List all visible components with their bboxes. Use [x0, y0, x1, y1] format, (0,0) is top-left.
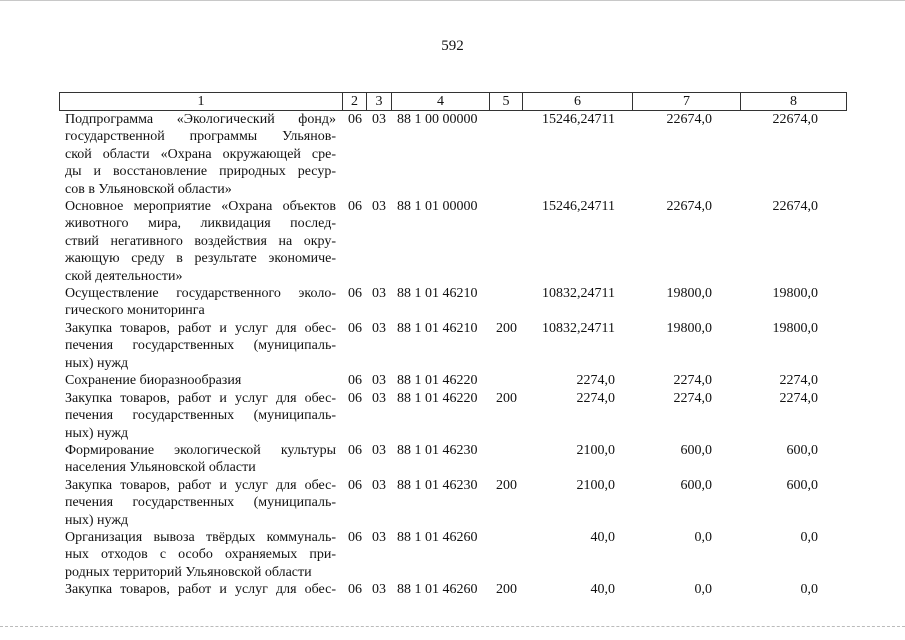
cell-c8: 19800,0: [772, 286, 818, 301]
cell-c7: 19800,0: [666, 286, 712, 301]
row-name-line: Закупка товаров, работ и услуг для обес-: [65, 391, 336, 406]
row-name-line: Сохранение биоразнообразия: [65, 373, 242, 388]
row-name-line: гического мониторинга: [65, 303, 205, 319]
cell-c6: 2100,0: [576, 478, 615, 493]
cell-c3: 03: [372, 373, 386, 388]
scan-edge-bottom: [0, 626, 905, 629]
cell-c6: 15246,24711: [542, 112, 615, 127]
cell-c7: 22674,0: [666, 199, 712, 214]
cell-c6: 2274,0: [576, 373, 615, 388]
row-name-line: населения Ульяновской области: [65, 460, 256, 476]
row-name: [65, 581, 336, 598]
row-name-line: ской области «Охрана окружающей сре-: [65, 146, 336, 162]
row-name-line: Закупка товаров, работ и услуг для обес-: [65, 582, 336, 597]
row-name-line: печения государственных (муниципаль-: [65, 338, 336, 354]
row-name: [65, 198, 336, 285]
cell-c6: 10832,24711: [542, 321, 615, 336]
cell-c2: 06: [348, 321, 362, 336]
cell-c4: 88 1 01 46210: [397, 286, 478, 301]
cell-c7: 19800,0: [666, 321, 712, 336]
row-name-line: Формирование экологической культуры: [65, 443, 336, 458]
row-name-line: ской деятельности»: [65, 268, 183, 284]
row-name-line: Организация вывоза твёрдых коммуналь-: [65, 530, 336, 545]
header-col-2: 2: [343, 93, 367, 110]
row-name-line: Закупка товаров, работ и услуг для обес-: [65, 321, 336, 336]
cell-c3: 03: [372, 530, 386, 545]
cell-c8: 0,0: [800, 582, 818, 597]
cell-c2: 06: [348, 373, 362, 388]
row-name-line: Подпрограмма «Экологический фонд»: [65, 112, 336, 127]
cell-c7: 600,0: [680, 478, 712, 493]
row-name-line: ды и восстановление природных ресур-: [65, 164, 336, 180]
cell-c6: 10832,24711: [542, 286, 615, 301]
cell-c2: 06: [348, 391, 362, 406]
row-name: [65, 477, 336, 529]
cell-c4: 88 1 01 46220: [397, 391, 478, 406]
cell-c7: 0,0: [694, 582, 712, 597]
row-name: [65, 529, 336, 581]
row-name-line: животного мира, ликвидация послед-: [65, 216, 336, 232]
row-name-line: Закупка товаров, работ и услуг для обес-: [65, 478, 336, 493]
header-col-1: 1: [60, 93, 343, 110]
header-col-6: 6: [523, 93, 633, 110]
cell-c2: 06: [348, 443, 362, 458]
header-col-8: 8: [790, 94, 797, 109]
header-col-4: 4: [392, 93, 490, 110]
cell-c7: 600,0: [680, 443, 712, 458]
row-name-line: ных) нужд: [65, 512, 129, 528]
cell-c4: 88 1 01 46230: [397, 478, 478, 493]
row-name-line: родных территорий Ульяновской области: [65, 564, 312, 580]
cell-c6: 15246,24711: [542, 199, 615, 214]
cell-c6: 40,0: [590, 582, 615, 597]
table-header-row: [59, 92, 847, 111]
scan-edge-top: [0, 0, 905, 4]
cell-c7: 2274,0: [673, 373, 712, 388]
row-name-line: государственной программы Ульянов-: [65, 129, 336, 145]
cell-c4: 88 1 01 46260: [397, 530, 478, 545]
cell-c7: 0,0: [694, 530, 712, 545]
cell-c3: 03: [372, 443, 386, 458]
cell-c3: 03: [372, 286, 386, 301]
row-name: [65, 111, 336, 198]
cell-c8: 600,0: [786, 478, 818, 493]
cell-c2: 06: [348, 199, 362, 214]
cell-c6: 40,0: [590, 530, 615, 545]
cell-c4: 88 1 00 00000: [397, 112, 478, 127]
cell-c2: 06: [348, 286, 362, 301]
cell-c8: 600,0: [786, 443, 818, 458]
cell-c8: 0,0: [800, 530, 818, 545]
cell-c8: 19800,0: [772, 321, 818, 336]
cell-c3: 03: [372, 391, 386, 406]
cell-c2: 06: [348, 582, 362, 597]
cell-c5: 200: [496, 478, 517, 493]
header-col-5: 5: [490, 93, 523, 110]
cell-c2: 06: [348, 112, 362, 127]
row-name-line: жающую среду в результате экономиче-: [65, 251, 336, 267]
cell-c4: 88 1 01 46210: [397, 321, 478, 336]
row-name-line: ных) нужд: [65, 355, 129, 371]
cell-c6: 2274,0: [576, 391, 615, 406]
row-name-line: ных отходов с особо охраняемых при-: [65, 547, 336, 563]
cell-c2: 06: [348, 530, 362, 545]
row-name: [65, 390, 336, 442]
cell-c4: 88 1 01 00000: [397, 199, 478, 214]
cell-c4: 88 1 01 46220: [397, 373, 478, 388]
cell-c3: 03: [372, 112, 386, 127]
cell-c3: 03: [372, 199, 386, 214]
cell-c5: 200: [496, 321, 517, 336]
cell-c7: 22674,0: [666, 112, 712, 127]
header-col-7: 7: [633, 93, 741, 110]
cell-c3: 03: [372, 321, 386, 336]
cell-c5: 200: [496, 391, 517, 406]
row-name-line: Основное мероприятие «Охрана объектов: [65, 199, 336, 214]
row-name-line: сов в Ульяновской области»: [65, 181, 232, 197]
cell-c5: 200: [496, 582, 517, 597]
row-name-line: ствий негативного воздействия на окру-: [65, 233, 336, 249]
cell-c3: 03: [372, 582, 386, 597]
row-name: [65, 320, 336, 372]
row-name-line: печения государственных (муниципаль-: [65, 408, 336, 424]
cell-c3: 03: [372, 478, 386, 493]
cell-c7: 2274,0: [673, 391, 712, 406]
row-name: [65, 442, 336, 477]
row-name: [65, 372, 336, 389]
cell-c8: 2274,0: [779, 391, 818, 406]
cell-c2: 06: [348, 478, 362, 493]
cell-c4: 88 1 01 46260: [397, 582, 478, 597]
cell-c8: 2274,0: [779, 373, 818, 388]
page-number: 592: [441, 38, 464, 54]
cell-c4: 88 1 01 46230: [397, 443, 478, 458]
cell-c6: 2100,0: [576, 443, 615, 458]
header-col-3: 3: [367, 93, 392, 110]
row-name-line: ных) нужд: [65, 425, 129, 441]
cell-c8: 22674,0: [772, 112, 818, 127]
row-name: [65, 285, 336, 320]
row-name-line: Осуществление государственного эколо-: [65, 286, 336, 301]
cell-c8: 22674,0: [772, 199, 818, 214]
row-name-line: печения государственных (муниципаль-: [65, 495, 336, 511]
